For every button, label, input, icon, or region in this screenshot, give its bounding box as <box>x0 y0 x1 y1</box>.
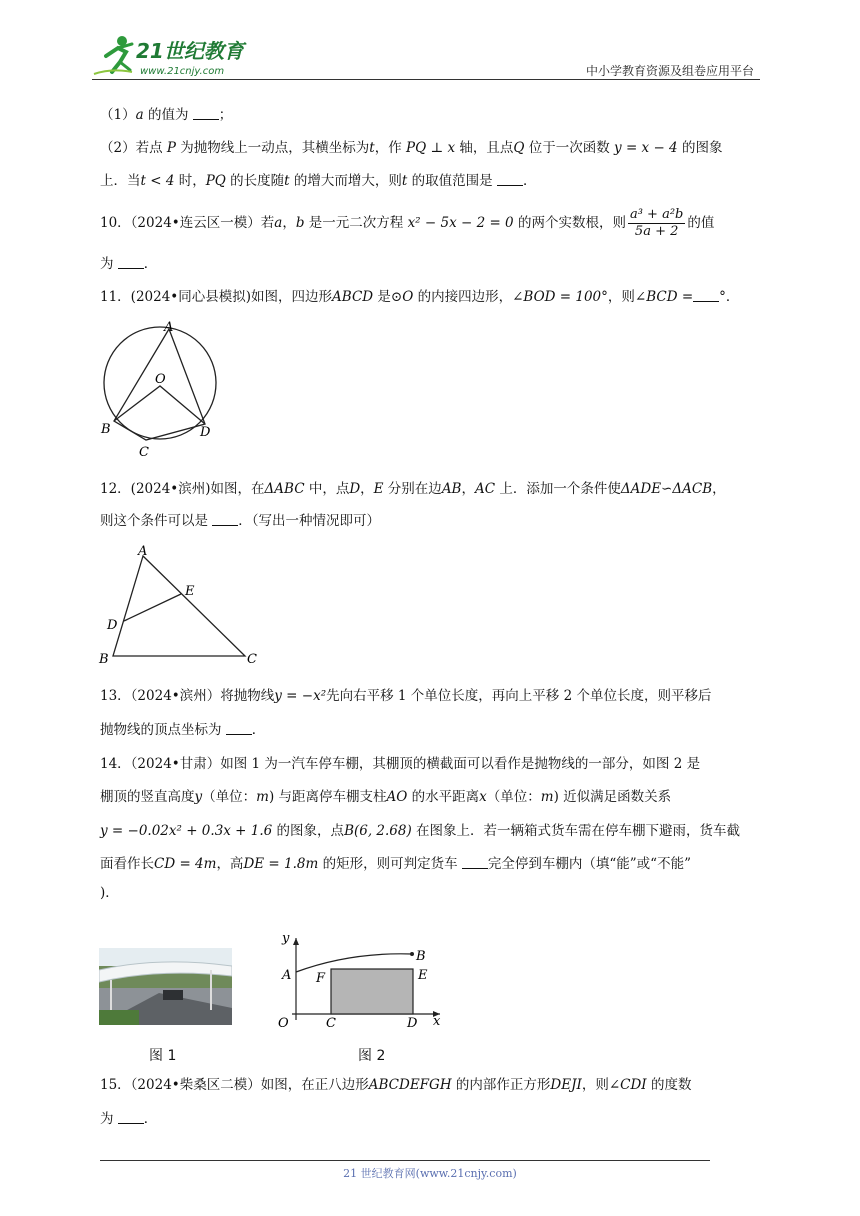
text: 上．添加一个条件使 <box>495 481 621 497</box>
math: DEJI <box>550 1077 582 1093</box>
text: 上．当 <box>100 173 141 189</box>
text: 12．(2024•滨州)如图，在 <box>100 481 265 497</box>
text: ． <box>251 722 266 738</box>
label-d: D <box>107 618 118 633</box>
text: 为 <box>100 1111 118 1127</box>
text: 是⊙ <box>373 289 403 305</box>
label-e: E <box>418 968 428 983</box>
text: 抛物线的顶点坐标为 <box>100 722 226 738</box>
label-a: A <box>282 968 292 983</box>
text: ．（写出一种情况即可） <box>238 513 381 529</box>
q14-line4 <box>100 855 691 873</box>
page-footer: 21 世纪教育网(www.21cnjy.com) <box>343 1167 517 1180</box>
math: x <box>479 789 487 805</box>
q9-p1-text: 的值为 <box>143 107 193 123</box>
text: ，作 <box>374 140 407 156</box>
label-o: O <box>155 372 166 387</box>
math: D <box>349 481 361 497</box>
truck-rectangle <box>331 969 413 1014</box>
text: ，高 <box>216 856 244 872</box>
text: 棚顶的竖直高度 <box>100 789 195 805</box>
text: 位于一次函数 <box>524 140 615 156</box>
footer-divider <box>100 1160 710 1161</box>
q11-circle-figure <box>98 320 223 460</box>
answer-blank[interactable] <box>226 722 252 735</box>
carport-photo <box>99 948 232 1025</box>
q14-line2 <box>100 788 671 806</box>
text: 的内部作正方形 <box>451 1077 551 1093</box>
math: ΔABC <box>264 481 305 497</box>
text: 的图象，点 <box>272 823 345 839</box>
math: m <box>540 789 554 805</box>
math: B(6, 2.68) <box>344 823 412 839</box>
math: y = −0.02x² + 0.3x + 1.6 <box>100 823 273 839</box>
text: ) 与距离停车棚支柱 <box>268 789 387 805</box>
label-b: B <box>416 949 426 964</box>
fraction-denominator: 5a + 2 <box>634 224 679 239</box>
label-b: B <box>99 652 109 667</box>
text: 中，点 <box>304 481 350 497</box>
radii-ob-od <box>114 386 205 424</box>
q15-line1 <box>100 1076 691 1094</box>
math: a <box>274 215 283 231</box>
site-logo <box>92 32 262 78</box>
math: DE = 1.8m <box>243 856 319 872</box>
text: 的度数 <box>646 1077 692 1093</box>
math: ∠CDI <box>608 1077 647 1093</box>
text: 的值 <box>687 215 715 231</box>
math: ΔADE∽ΔACB <box>620 481 713 497</box>
text: 为抛物线上一动点，其横坐标为 <box>175 140 370 156</box>
q14-line5: )． <box>100 885 119 901</box>
q13-line1 <box>100 687 711 705</box>
label-d: D <box>407 1016 418 1030</box>
label-b: B <box>101 422 111 437</box>
answer-blank[interactable] <box>497 173 523 186</box>
text: 为 <box>100 256 118 272</box>
text: 则这个条件可以是 <box>100 513 213 529</box>
q14-line1: 14．（2024•甘肃）如图 1 为一汽车停车棚，其棚顶的横截面可以看作是抛物线的一部分，如图 2 是 <box>100 756 701 772</box>
q13-line2 <box>100 721 265 739</box>
math: CD = 4m <box>154 856 217 872</box>
q11-line1 <box>100 288 739 306</box>
q12-line2 <box>100 512 380 530</box>
answer-blank[interactable] <box>118 1111 144 1124</box>
text: 的矩形，则可判定货车 <box>318 856 462 872</box>
text: 分别在边 <box>383 481 442 497</box>
label-d: D <box>200 425 211 440</box>
text: ， <box>282 215 296 231</box>
text: ． <box>143 256 158 272</box>
answer-blank[interactable] <box>193 107 219 120</box>
text: ， <box>461 481 475 497</box>
text: 10．（2024•连云区一模）若 <box>100 215 275 231</box>
text: ，则 <box>581 1077 609 1093</box>
q9-part2-line1 <box>100 139 722 157</box>
text: 的增大而增大，则 <box>289 173 402 189</box>
text: ， <box>712 481 726 497</box>
label-o: O <box>278 1016 289 1030</box>
text: ， <box>360 481 374 497</box>
text: 的取值范围是 <box>407 173 497 189</box>
q9-p1-end: ； <box>218 107 233 123</box>
segment-de <box>124 594 181 621</box>
math: t <box>284 173 290 189</box>
math: y <box>194 789 203 805</box>
label-f: F <box>316 971 326 986</box>
text: 13．（2024•滨州）将抛物线 <box>100 688 275 704</box>
q10-line2 <box>100 255 157 273</box>
q12-line1 <box>100 480 726 498</box>
text: 时， <box>174 173 206 189</box>
text: 的图象 <box>677 140 723 156</box>
fig2-caption: 图 2 <box>358 1048 386 1064</box>
label-a: A <box>138 544 148 559</box>
q9-p1-var: a <box>135 107 144 123</box>
triangle-abc <box>113 556 245 656</box>
math: ∠BOD = 100° <box>512 289 608 305</box>
text: 面看作长 <box>100 856 154 872</box>
math: ABCD <box>332 289 374 305</box>
text: 完全停到车棚内（填“能”或“不能” <box>487 856 691 872</box>
answer-blank[interactable] <box>693 289 719 302</box>
text: 的内接四边形， <box>413 289 513 305</box>
math: ∠BCD = <box>634 289 694 305</box>
text: （单位： <box>202 789 257 805</box>
label-y: y <box>282 932 290 946</box>
text: ． <box>522 173 537 189</box>
math: m <box>256 789 269 805</box>
q9-p1-prefix: （1） <box>100 107 136 123</box>
label-c: C <box>247 652 257 667</box>
q9-part1 <box>100 106 232 124</box>
math: P <box>166 140 176 156</box>
math: Q <box>513 140 525 156</box>
answer-blank[interactable] <box>118 256 144 269</box>
text: °． <box>719 289 740 305</box>
text: （单位： <box>486 789 541 805</box>
runner-icon <box>94 36 132 74</box>
text: 先向右平移 1 个单位长度，再向上平移 2 个单位长度，则平移后 <box>326 688 712 704</box>
logo-url: www.21cnjy.com <box>140 66 225 77</box>
label-c: C <box>139 445 149 460</box>
label-x: x <box>433 1014 441 1029</box>
text: ) 近似满足函数关系 <box>553 789 672 805</box>
answer-blank[interactable] <box>212 513 238 526</box>
label-a: A <box>164 320 174 335</box>
math: t <box>401 173 408 189</box>
logo-title: 21世纪教育 <box>136 39 244 63</box>
text: ． <box>143 1111 158 1127</box>
math: ABCDEFGH <box>368 1077 452 1093</box>
text: 15．（2024•柴桑区二模）如图，在正八边形 <box>100 1077 369 1093</box>
text: 在图象上．若一辆箱式货车需在停车棚下避雨，货车截 <box>411 823 741 839</box>
math: y = −x² <box>274 688 327 704</box>
fraction-numerator: a³ + a²b <box>629 207 684 222</box>
text: 是一元二次方程 <box>304 215 408 231</box>
math: PQ <box>205 173 226 189</box>
math: t < 4 <box>140 173 175 189</box>
text: （2）若点 <box>100 140 167 156</box>
q14-line3 <box>100 822 740 840</box>
math: x² − 5x − 2 = 0 <box>407 215 514 231</box>
math: AC <box>474 481 496 497</box>
math: y = x − 4 <box>614 140 678 156</box>
text: ，则 <box>607 289 635 305</box>
carport-graph <box>270 932 445 1030</box>
math: b <box>295 215 305 231</box>
label-e: E <box>185 584 195 599</box>
q10-line1 <box>100 206 714 240</box>
fig1-caption: 图 1 <box>149 1048 177 1064</box>
point-b <box>410 952 414 956</box>
q9-part2-line2 <box>100 172 536 190</box>
header-divider <box>92 79 760 80</box>
label-c: C <box>326 1016 336 1030</box>
math: E <box>373 481 384 497</box>
text: 11．(2024•同心县模拟)如图，四边形 <box>100 289 333 305</box>
text: 的两个实数根，则 <box>513 215 626 231</box>
text: 的长度随 <box>225 173 285 189</box>
text: 轴，且点 <box>455 140 514 156</box>
q15-line2 <box>100 1110 157 1128</box>
fraction <box>628 207 685 240</box>
q12-triangle-figure <box>95 542 265 667</box>
math: AB <box>441 481 462 497</box>
math: O <box>402 289 414 305</box>
y-axis-arrow-icon <box>293 938 299 945</box>
text: 的水平距离 <box>407 789 480 805</box>
math: AO <box>386 789 408 805</box>
answer-blank[interactable] <box>462 856 488 869</box>
math: t <box>369 140 375 156</box>
math: PQ ⊥ x <box>406 140 456 156</box>
page-header <box>92 32 760 80</box>
platform-name: 中小学教育资源及组卷应用平台 <box>585 64 754 78</box>
